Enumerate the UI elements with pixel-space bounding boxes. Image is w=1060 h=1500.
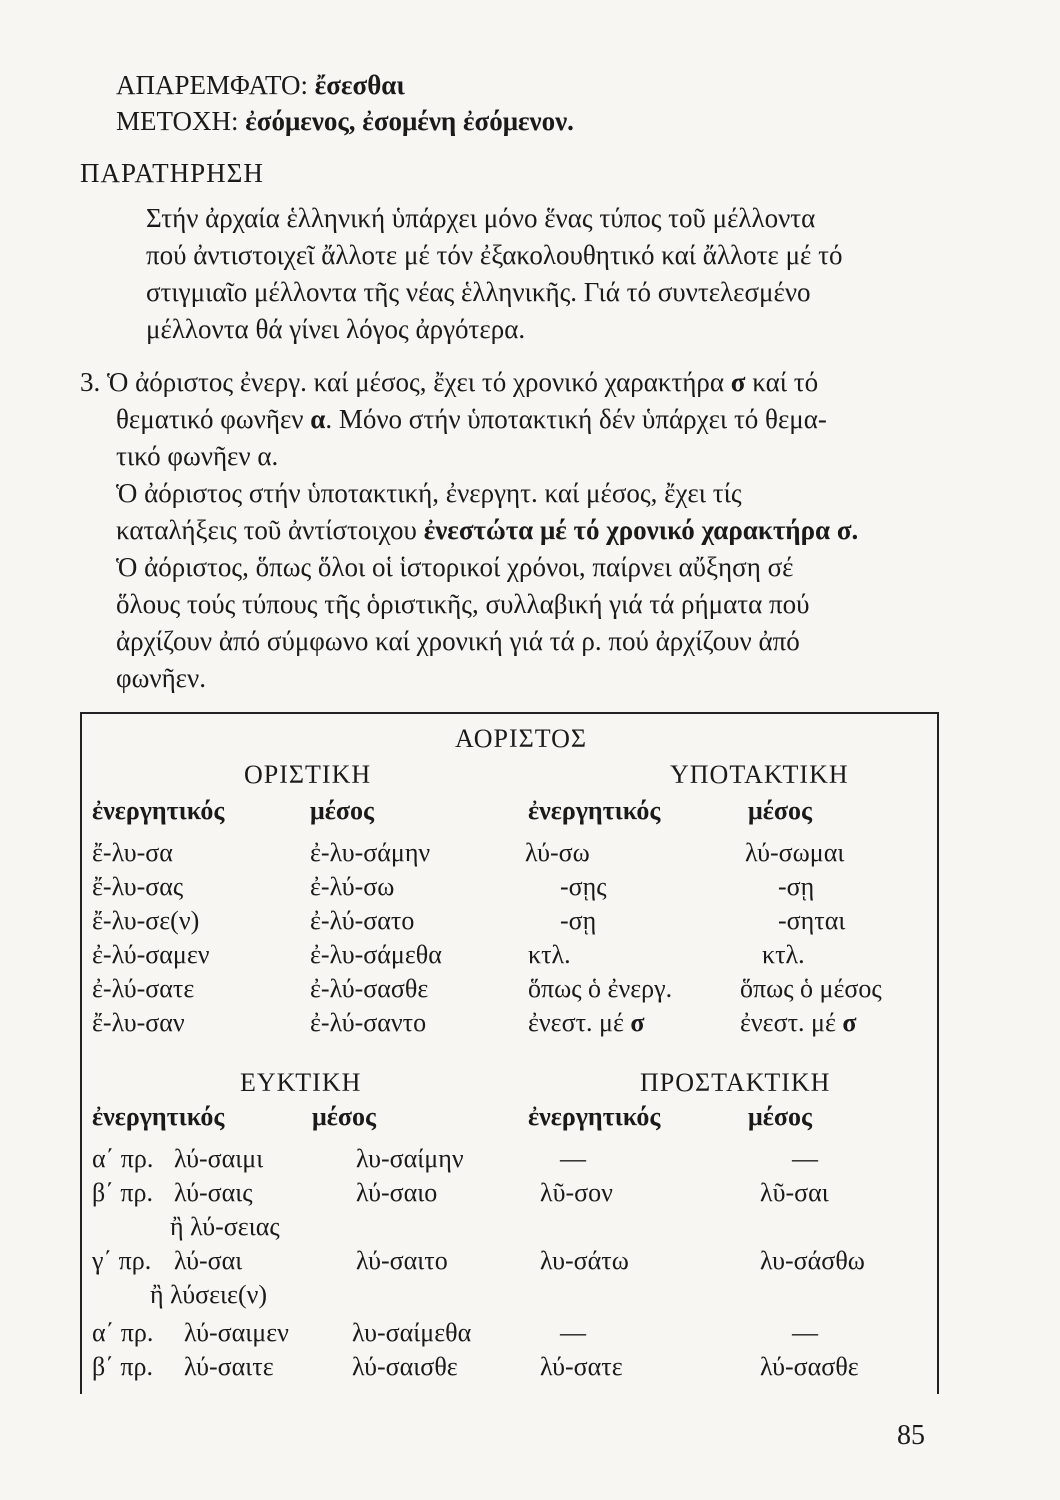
- table-cell: λύ-σαιτο: [356, 1246, 448, 1275]
- section3-text: 3. Ὁ ἀόριστος ἐνεργ. καί μέσος, ἔχει τό χρονικό χαρακτήρα: [80, 367, 725, 397]
- opt-active-header: ἐνεργητικός: [92, 1102, 225, 1131]
- note-line: Στήν ἀρχαία ἑλληνική ὑπάρχει μόνο ἕνας τύπος τοῦ μέλλοντα: [146, 203, 816, 233]
- section3-text: καί τό: [752, 367, 819, 397]
- table-cell: ἐ-λύ-σατο: [310, 906, 415, 935]
- table-cell: ἐ-λύ-σασθε: [310, 974, 429, 1003]
- table-cell-text: ἐνεστ. μέ: [740, 1008, 836, 1037]
- table-cell: [740, 1008, 857, 1038]
- page-number: 85: [897, 1420, 925, 1451]
- section3-line: [80, 401, 827, 438]
- table-cell: ἔ-λυ-σαν: [92, 1008, 185, 1037]
- bold-sigma: σ: [730, 367, 746, 397]
- table-cell: κτλ.: [528, 940, 571, 969]
- section3-paragraph2: [116, 475, 858, 549]
- table-cell: ἐ-λύ-σαμεν: [92, 940, 210, 969]
- section3-line: ὅλους τούς τύπους τῆς ὁριστικῆς, συλλαβική γιά τά ρήματα πού: [116, 589, 810, 619]
- note-heading: ΠΑΡΑΤΗΡΗΣΗ: [80, 158, 264, 188]
- table-cell: λύ-σαιμεν: [184, 1318, 289, 1347]
- table-cell: -σῃ: [560, 906, 597, 935]
- table-cell: ἐ-λύ-σατε: [92, 974, 195, 1003]
- table-cell: λύ-σαιμι: [174, 1144, 264, 1173]
- table-cell: λυ-σαίμην: [356, 1144, 464, 1173]
- ind-active-header: ἐνεργητικός: [92, 796, 225, 825]
- participle-line: [116, 106, 574, 137]
- infinitive-label: ΑΠΑΡΕΜΦΑΤΟ:: [116, 70, 308, 100]
- table-cell: ἐ-λύ-σαντο: [310, 1008, 427, 1037]
- table-cell: λύ-σασθε: [760, 1352, 859, 1381]
- table-cell: λύ-σαισθε: [352, 1352, 458, 1381]
- sub-middle-header: μέσος: [748, 796, 812, 825]
- table-cell: λύ-σω: [525, 838, 590, 867]
- bold-alpha: α: [310, 404, 326, 434]
- opt-middle-header: μέσος: [312, 1102, 376, 1131]
- table-cell: —: [792, 1318, 818, 1347]
- table-cell: ἐ-λυ-σάμεθα: [310, 940, 442, 969]
- table-cell: ἔ-λυ-σε(ν): [92, 906, 200, 935]
- section3-line: [80, 364, 827, 401]
- person-label: α΄ πρ.: [92, 1144, 154, 1173]
- table-cell: λύ-σαιο: [356, 1178, 438, 1207]
- person-label: γ΄ πρ.: [92, 1246, 152, 1275]
- table-cell: -σηται: [778, 906, 846, 935]
- infinitive-line: [116, 70, 405, 101]
- section3-line: Ὁ ἀόριστος, ὅπως ὅλοι οἱ ἱστορικοί χρόνοι, παίρνει αὔξηση σέ: [116, 552, 794, 582]
- table-cell: ὅπως ὁ μέσος: [740, 974, 882, 1003]
- section3-line: [116, 512, 858, 549]
- table-cell: ἐ-λύ-σω: [310, 872, 395, 901]
- table-cell: ἔ-λυ-σας: [92, 872, 184, 901]
- table-cell: λύ-σαιτε: [184, 1352, 274, 1381]
- note-paragraph: [146, 200, 843, 348]
- table-cell: λύ-σωμαι: [745, 838, 845, 867]
- imp-active-header: ἐνεργητικός: [528, 1102, 661, 1131]
- optative-heading: ΕΥΚΤΙΚΗ: [240, 1068, 362, 1097]
- table-cell: [528, 1008, 645, 1038]
- table-cell: λύ-σαις: [174, 1178, 253, 1207]
- section3-line: ἀρχίζουν ἀπό σύμφωνο καί χρονική γιά τά ρ. πού ἀρχίζουν ἀπό: [116, 626, 800, 656]
- imperative-heading: ΠΡΟΣΤΑΚΤΙΚΗ: [640, 1068, 831, 1097]
- table-title: ΑΟΡΙΣΤΟΣ: [455, 724, 588, 753]
- table-cell-text: ἐνεστ. μέ: [528, 1008, 624, 1037]
- table-cell: ἔ-λυ-σα: [92, 838, 173, 867]
- section3-line: τικό φωνῆεν α.: [116, 441, 279, 471]
- sub-active-header: ἐνεργητικός: [528, 796, 661, 825]
- section3-bold-text: ἐνεστώτα μέ τό χρονικό χαρακτήρα σ.: [423, 515, 859, 545]
- table-cell: ὅπως ὁ ἐνεργ.: [528, 974, 673, 1003]
- imp-middle-header: μέσος: [748, 1102, 812, 1131]
- note-line: μέλλοντα θά γίνει λόγος ἀργότερα.: [146, 314, 526, 344]
- table-cell: ἢ λύσειε(ν): [150, 1280, 268, 1309]
- section3-text: . Μόνο στήν ὑποτακτική δέν ὑπάρχει τό θεμα-: [325, 404, 827, 434]
- section3-paragraph3: [116, 549, 809, 697]
- table-cell: λυ-σάσθω: [760, 1246, 865, 1275]
- table-cell: λυ-σάτω: [540, 1246, 629, 1275]
- subjunctive-heading: ΥΠΟΤΑΚΤΙΚΗ: [670, 760, 849, 789]
- table-cell: —: [560, 1318, 586, 1347]
- table-cell: λυ-σαίμεθα: [352, 1318, 472, 1347]
- table-cell: κτλ.: [762, 940, 805, 969]
- bold-sigma: σ: [630, 1008, 645, 1037]
- table-cell: -σῃς: [560, 872, 607, 901]
- table-cell: -σῃ: [778, 872, 815, 901]
- table-cell: ἐ-λυ-σάμην: [310, 838, 431, 867]
- participle-label: ΜΕΤΟΧΗ:: [116, 106, 239, 136]
- note-line: στιγμιαῖο μέλλοντα τῆς νέας ἑλληνικῆς. Γιά τό συντελεσμένο: [146, 277, 811, 307]
- indicative-heading: ΟΡΙΣΤΙΚΗ: [244, 760, 372, 789]
- ind-middle-header: μέσος: [310, 796, 374, 825]
- note-line: πού ἀντιστοιχεῖ ἄλλοτε μέ τόν ἐξακολουθητικό καί ἄλλοτε μέ τό: [146, 240, 843, 270]
- person-label: β΄ πρ.: [92, 1178, 153, 1207]
- section3-paragraph1: [80, 364, 827, 475]
- person-label: α΄ πρ.: [92, 1318, 154, 1347]
- section3-line: Ὁ ἀόριστος στήν ὑποτακτική, ἐνεργητ. καί μέσος, ἔχει τίς: [116, 478, 742, 508]
- bold-sigma: σ: [842, 1008, 857, 1037]
- table-cell: ἢ λύ-σειας: [170, 1212, 280, 1241]
- infinitive-value: ἔσεσθαι: [314, 70, 405, 100]
- section3-line: φωνῆεν.: [116, 663, 206, 693]
- table-cell: λῦ-σον: [540, 1178, 613, 1207]
- participle-value: ἐσόμενος, ἐσομένη ἐσόμενον.: [245, 106, 574, 136]
- table-cell: λύ-σατε: [540, 1352, 623, 1381]
- table-cell: λῦ-σαι: [760, 1178, 829, 1207]
- section3-text: καταλήξεις τοῦ ἀντίστοιχου: [116, 515, 417, 545]
- table-cell: —: [792, 1144, 818, 1173]
- person-label: β΄ πρ.: [92, 1352, 153, 1381]
- table-cell: —: [560, 1144, 586, 1173]
- section3-text: θεματικό φωνῆεν: [116, 404, 304, 434]
- table-cell: λύ-σαι: [174, 1246, 243, 1275]
